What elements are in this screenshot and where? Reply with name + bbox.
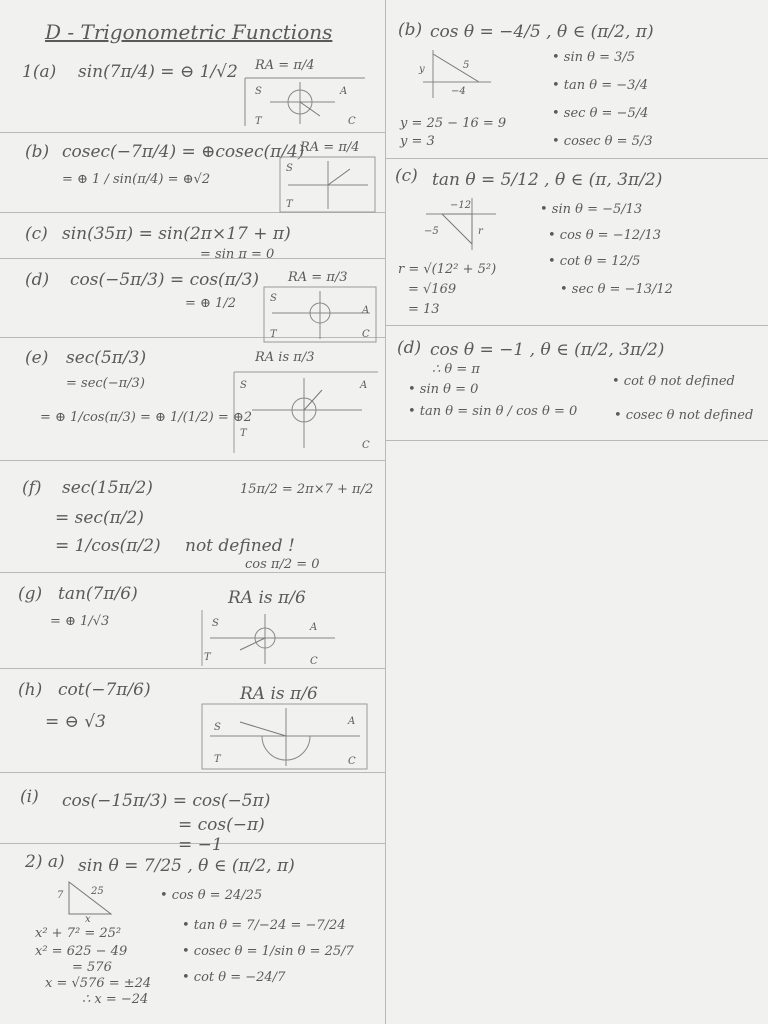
q2c-cos: • cos θ = −12/13 bbox=[548, 228, 662, 243]
q2c-sin: • sin θ = −5/13 bbox=[540, 202, 643, 217]
page-title: D - Trigonometric Functions bbox=[45, 20, 333, 44]
row-rule bbox=[0, 668, 385, 669]
svg-text:y: y bbox=[419, 64, 425, 75]
q2c-cot: • cot θ = 12/5 bbox=[548, 254, 641, 269]
q1f-note-2: cos π/2 = 0 bbox=[245, 557, 320, 572]
q2d-work-1: ∴ θ = π bbox=[432, 362, 480, 377]
svg-text:T: T bbox=[286, 199, 293, 210]
q1h-work: = ⊖ √3 bbox=[45, 712, 106, 732]
svg-text:r: r bbox=[478, 226, 483, 237]
svg-text:T: T bbox=[204, 652, 211, 663]
svg-text:T: T bbox=[240, 428, 247, 439]
q2d-cosec: • cosec θ not defined bbox=[614, 408, 754, 423]
q1f-work-1: = sec(π/2) bbox=[55, 508, 144, 528]
q2b-expression: cos θ = −4/5 , θ ∈ (π/2, π) bbox=[430, 22, 654, 42]
q1b-ra: RA = π/4 bbox=[300, 140, 360, 155]
q1b-expression: cosec(−7π/4) = ⊕cosec(π/4) bbox=[62, 142, 305, 162]
row-rule bbox=[0, 772, 385, 773]
q1d-cast-diagram bbox=[262, 285, 380, 345]
q2a-work-5: ∴ x = −24 bbox=[82, 992, 149, 1007]
row-rule bbox=[0, 572, 385, 573]
q2c-work-2: = √169 bbox=[408, 282, 457, 297]
q2d-expression: cos θ = −1 , θ ∈ (π/2, 3π/2) bbox=[430, 340, 665, 360]
svg-text:A: A bbox=[360, 380, 368, 391]
svg-text:S: S bbox=[255, 86, 262, 97]
q1f-note: not defined ! bbox=[185, 536, 295, 556]
q2a-cot: • cot θ = −24/7 bbox=[182, 970, 286, 985]
q2a-work-1: x² + 7² = 25² bbox=[35, 926, 122, 941]
q1a-label: 1(a) bbox=[22, 62, 57, 82]
q1g-label: (g) bbox=[18, 584, 43, 604]
q2c-expression: tan θ = 5/12 , θ ∈ (π, 3π/2) bbox=[432, 170, 663, 190]
svg-text:T: T bbox=[255, 116, 262, 127]
q1g-ra: RA is π/6 bbox=[228, 588, 306, 608]
q1a-ra: RA = π/4 bbox=[255, 58, 315, 73]
svg-text:C: C bbox=[362, 440, 370, 451]
row-rule bbox=[0, 258, 385, 259]
svg-text:−12: −12 bbox=[450, 200, 472, 211]
q1h-ra: RA is π/6 bbox=[240, 684, 318, 704]
q1i-expression: cos(−15π/3) = cos(−5π) bbox=[62, 791, 271, 811]
q1f-work-2: = 1/cos(π/2) bbox=[55, 536, 161, 556]
q2b-tan: • tan θ = −3/4 bbox=[552, 78, 649, 93]
q2b-triangle bbox=[415, 48, 495, 100]
q1e-work-2: = ⊕ 1/cos(π/3) = ⊕ 1/(1/2) = ⊕2 bbox=[40, 410, 253, 425]
q1a-cast-diagram bbox=[240, 74, 370, 129]
q1e-cast-diagram bbox=[232, 370, 380, 455]
svg-text:C: C bbox=[348, 116, 356, 127]
q1d-label: (d) bbox=[25, 270, 50, 290]
q2a-label: 2) a) bbox=[25, 852, 65, 872]
q2a-work-2: x² = 625 − 49 bbox=[35, 944, 128, 959]
svg-text:C: C bbox=[310, 656, 318, 667]
q1h-label: (h) bbox=[18, 680, 43, 700]
svg-text:A: A bbox=[340, 86, 348, 97]
svg-text:5: 5 bbox=[463, 60, 470, 71]
q2c-label: (c) bbox=[395, 166, 418, 186]
q1g-work: = ⊕ 1/√3 bbox=[50, 614, 110, 629]
row-rule bbox=[385, 325, 768, 326]
q2d-sin: • sin θ = 0 bbox=[408, 382, 479, 397]
q1d-expression: cos(−5π/3) = cos(π/3) bbox=[70, 270, 260, 290]
svg-text:T: T bbox=[270, 329, 277, 340]
q2b-work-2: y = 3 bbox=[400, 134, 435, 149]
row-rule bbox=[0, 132, 385, 133]
q1a-expression: sin(7π/4) = ⊖ 1/√2 bbox=[78, 62, 238, 82]
q2b-work-1: y = 25 − 16 = 9 bbox=[400, 116, 507, 131]
q1i-work-2: = −1 bbox=[178, 835, 223, 855]
q2a-work-3: = 576 bbox=[72, 960, 112, 975]
q2c-work-3: = 13 bbox=[408, 302, 440, 317]
q2a-cos: • cos θ = 24/25 bbox=[160, 888, 263, 903]
q1f-expression: sec(15π/2) bbox=[62, 478, 153, 498]
q2a-work-4: x = √576 = ±24 bbox=[45, 976, 152, 991]
column-divider bbox=[385, 0, 386, 1024]
q2d-tan: • tan θ = sin θ / cos θ = 0 bbox=[408, 404, 578, 419]
q2a-cosec: • cosec θ = 1/sin θ = 25/7 bbox=[182, 944, 354, 959]
row-rule bbox=[385, 440, 768, 441]
q1h-cast-diagram bbox=[200, 702, 370, 772]
svg-text:C: C bbox=[348, 756, 356, 767]
q1c-label: (c) bbox=[25, 224, 48, 244]
q2a-expression: sin θ = 7/25 , θ ∈ (π/2, π) bbox=[78, 856, 295, 876]
q1e-expression: sec(5π/3) bbox=[66, 348, 147, 368]
q2a-tan: • tan θ = 7/−24 = −7/24 bbox=[182, 918, 346, 933]
q2b-sin: • sin θ = 3/5 bbox=[552, 50, 636, 65]
q2d-cot: • cot θ not defined bbox=[612, 374, 735, 389]
svg-text:−4: −4 bbox=[451, 86, 466, 97]
q1e-label: (e) bbox=[25, 348, 49, 368]
q2b-cosec: • cosec θ = 5/3 bbox=[552, 134, 653, 149]
q1e-work-1: = sec(−π/3) bbox=[66, 376, 145, 391]
svg-text:S: S bbox=[240, 380, 247, 391]
q2c-sec: • sec θ = −13/12 bbox=[560, 282, 673, 297]
q2b-sec: • sec θ = −5/4 bbox=[552, 106, 649, 121]
row-rule bbox=[385, 158, 768, 159]
q2c-work-1: r = √(12² + 5²) bbox=[398, 262, 497, 277]
svg-text:T: T bbox=[214, 754, 221, 765]
q1g-cast-diagram bbox=[200, 608, 340, 668]
q2a-triangle bbox=[55, 878, 115, 922]
svg-text:A: A bbox=[362, 305, 370, 316]
q1b-work: = ⊕ 1 / sin(π/4) = ⊕√2 bbox=[62, 172, 211, 187]
svg-text:A: A bbox=[348, 716, 356, 727]
q1i-label: (i) bbox=[20, 787, 39, 807]
svg-text:S: S bbox=[214, 722, 221, 733]
q1f-label: (f) bbox=[22, 478, 42, 498]
q1b-cast-diagram bbox=[278, 155, 378, 215]
q2c-triangle bbox=[420, 196, 500, 252]
svg-text:S: S bbox=[286, 163, 293, 174]
svg-text:25: 25 bbox=[91, 886, 104, 897]
q1g-expression: tan(7π/6) bbox=[58, 584, 138, 604]
q1c-work: = sin π = 0 bbox=[200, 247, 275, 262]
svg-text:S: S bbox=[212, 618, 219, 629]
q1c-expression: sin(35π) = sin(2π×17 + π) bbox=[62, 224, 291, 244]
q1e-ra: RA is π/3 bbox=[255, 350, 315, 365]
q2d-label: (d) bbox=[397, 338, 422, 358]
svg-text:S: S bbox=[270, 293, 277, 304]
q1f-side: 15π/2 = 2π×7 + π/2 bbox=[240, 482, 374, 497]
svg-text:−5: −5 bbox=[424, 226, 439, 237]
row-rule bbox=[0, 460, 385, 461]
q2b-label: (b) bbox=[398, 20, 423, 40]
svg-text:x: x bbox=[85, 914, 91, 922]
svg-text:7: 7 bbox=[57, 890, 64, 901]
q1i-work-1: = cos(−π) bbox=[178, 815, 265, 835]
q1d-work: = ⊕ 1/2 bbox=[185, 296, 236, 311]
svg-text:C: C bbox=[362, 329, 370, 340]
q1h-expression: cot(−7π/6) bbox=[58, 680, 151, 700]
q1b-label: (b) bbox=[25, 142, 50, 162]
svg-text:A: A bbox=[310, 622, 318, 633]
q1d-ra: RA = π/3 bbox=[288, 270, 348, 285]
